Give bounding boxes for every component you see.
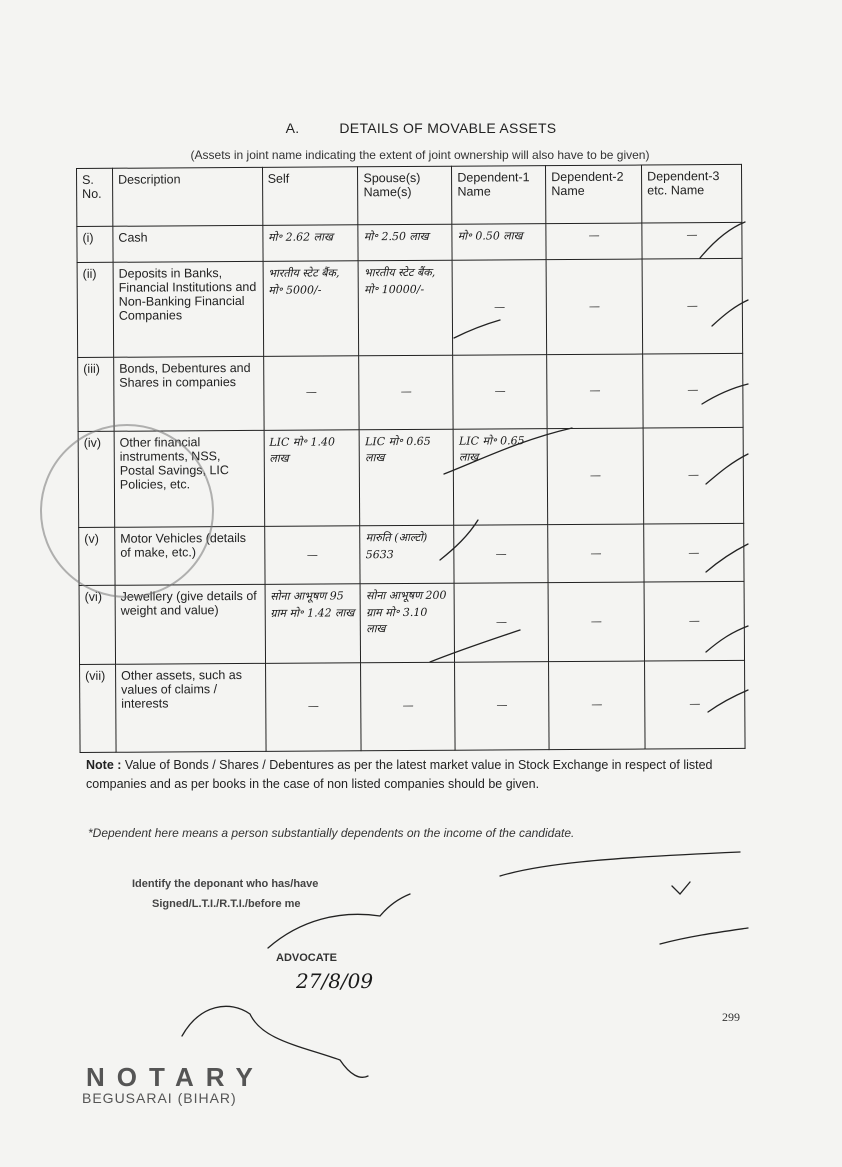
row-dependent-2: — xyxy=(548,524,644,583)
row-spouse: LIC मो॰ 0.65 लाख xyxy=(359,429,453,526)
row-description: Bonds, Debentures and Shares in companies xyxy=(114,356,264,431)
row-spouse: — xyxy=(359,355,453,430)
row-dependent-1: — xyxy=(452,260,546,355)
row-spouse: — xyxy=(361,662,455,751)
official-seal-stamp xyxy=(40,424,214,598)
row-dependent-2: — xyxy=(547,428,643,525)
note-text: Value of Bonds / Shares / Debentures as per the latest market value in Stock Exchange in respect of listed companies and as per books in the case of non listed companies should be given. xyxy=(86,758,713,791)
row-spouse: मो॰ 2.50 लाख xyxy=(358,224,452,261)
row-self: — xyxy=(265,662,361,751)
assets-note xyxy=(86,756,746,794)
table-row xyxy=(80,660,746,752)
row-sno: (iv) xyxy=(78,431,115,528)
header-spouse: Spouse(s) Name(s) xyxy=(358,166,452,225)
row-dependent-2: — xyxy=(548,582,644,661)
table-row xyxy=(77,259,743,357)
row-dependent-2: — xyxy=(549,661,645,750)
section-heading: DETAILS OF MOVABLE ASSETS xyxy=(339,120,557,136)
row-self: मो॰ 2.62 लाख xyxy=(262,225,358,262)
row-dependent-1: — xyxy=(454,583,548,662)
section-letter: A. xyxy=(285,120,300,136)
row-dependent-3: — xyxy=(643,427,744,524)
header-self: Self xyxy=(262,167,358,226)
row-self: भारतीय स्टेट बैंक, मो॰ 5000/- xyxy=(263,261,359,356)
note-label: Note : xyxy=(86,758,122,772)
row-dependent-3: — xyxy=(644,582,744,661)
table-row xyxy=(77,223,742,263)
row-sno: (i) xyxy=(77,226,113,262)
header-description: Description xyxy=(112,167,262,226)
notary-place: BEGUSARAI (BIHAR) xyxy=(82,1090,237,1106)
row-self: सोना आभूषण 95 ग्राम मो॰ 1.42 लाख xyxy=(265,584,361,663)
header-sno: S. No. xyxy=(77,168,113,226)
row-description: Other assets, such as values of claims / interests xyxy=(115,663,265,752)
identification-block xyxy=(132,874,318,914)
row-description: Other financial instruments, NSS, Postal Savings, LIC Policies, etc. xyxy=(114,430,264,527)
section-title xyxy=(0,120,842,136)
row-dependent-3: — xyxy=(642,259,742,354)
row-self: — xyxy=(264,526,360,585)
row-dependent-1: मो॰ 0.50 लाख xyxy=(452,224,546,261)
row-dependent-3: — xyxy=(645,660,745,749)
row-self: — xyxy=(263,355,359,430)
row-sno: (ii) xyxy=(77,263,114,358)
tick-mark xyxy=(672,882,690,894)
row-description: Cash xyxy=(113,226,263,263)
row-sno: (vi) xyxy=(79,586,115,664)
row-dependent-3: — xyxy=(644,524,744,583)
header-dependent-2: Dependent-2 Name xyxy=(546,165,642,224)
row-spouse: सोना आभूषण 200 ग्राम मो॰ 3.10 लाख xyxy=(360,584,454,663)
row-spouse: भारतीय स्टेट बैंक, मो॰ 10000/- xyxy=(358,260,452,355)
table-header-row xyxy=(77,164,742,226)
row-dependent-1: — xyxy=(455,661,549,750)
dependent-definition: *Dependent here means a person substantially dependents on the income of the candidate. xyxy=(88,826,575,840)
row-sno: (iii) xyxy=(78,357,114,431)
advocate-label: ADVOCATE xyxy=(276,952,337,964)
row-description: Deposits in Banks, Financial Institutions and Non-Banking Financial Companies xyxy=(113,262,263,357)
header-dependent-3: Dependent-3 etc. Name xyxy=(642,164,742,223)
candidate-signature xyxy=(500,852,740,876)
table-row xyxy=(79,582,744,664)
row-dependent-1: — xyxy=(453,354,547,429)
identify-line-1: Identify the deponant who has/have xyxy=(132,878,319,890)
row-dependent-3: — xyxy=(642,223,742,260)
row-spouse: मारुति (आल्टो) 5633 xyxy=(360,525,454,584)
identify-line-2: Signed/L.T.I./R.T.I./before me xyxy=(152,898,301,910)
row-dependent-2: — xyxy=(546,259,642,354)
signature-stroke xyxy=(660,928,748,944)
table-row xyxy=(78,353,743,431)
row-sno: (v) xyxy=(79,527,115,585)
row-description: Motor Vehicles (details of make, etc.) xyxy=(115,527,265,586)
advocate-date: 27/8/09 xyxy=(296,969,374,993)
row-sno: (vii) xyxy=(80,664,117,753)
row-dependent-2: — xyxy=(546,223,642,260)
notary-stamp: NOTARY xyxy=(86,1062,265,1092)
page-number: 299 xyxy=(722,1010,740,1024)
header-dependent-1: Dependent-1 Name xyxy=(452,166,546,225)
row-description: Jewellery (give details of weight and value) xyxy=(115,585,265,664)
section-subtitle: (Assets in joint name indicating the extent of joint ownership will also have to be given) xyxy=(190,148,650,162)
row-dependent-1: — xyxy=(454,525,548,584)
row-dependent-2: — xyxy=(547,354,643,429)
row-dependent-3: — xyxy=(643,353,743,428)
row-self: LIC मो॰ 1.40 लाख xyxy=(264,430,360,527)
row-dependent-1: LIC मो॰ 0.65 लाख xyxy=(453,428,547,525)
